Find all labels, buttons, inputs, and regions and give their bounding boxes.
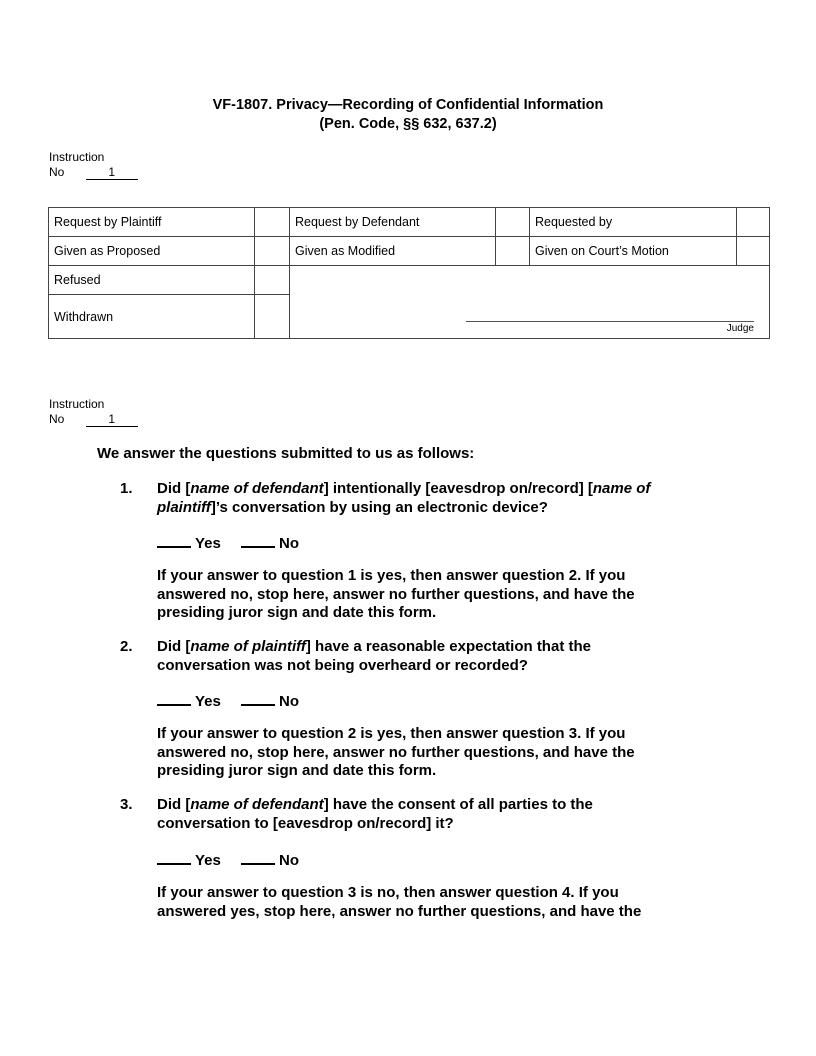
withdrawn-label: Withdrawn bbox=[49, 295, 255, 339]
q1-placeholder-plaintiff: name of plaintiff bbox=[157, 480, 651, 516]
question-1-number: 1. bbox=[120, 480, 133, 497]
refused-label: Refused bbox=[49, 266, 255, 295]
given-on-courts-motion-checkbox[interactable] bbox=[737, 237, 770, 266]
judge-signature-line bbox=[466, 321, 754, 322]
instruction-no-label: No bbox=[49, 165, 65, 179]
yes-label: Yes bbox=[195, 693, 221, 710]
request-table bbox=[48, 207, 770, 339]
q3-instruction-line: answered yes, stop here, answer no further questions, and have the bbox=[157, 902, 642, 920]
question-1-instruction bbox=[157, 567, 717, 623]
instruction-label-2: Instruction bbox=[49, 397, 105, 411]
yes-label: Yes bbox=[195, 852, 221, 869]
question-2-instruction bbox=[157, 725, 717, 781]
given-as-modified-label: Given as Modified bbox=[290, 237, 496, 266]
request-by-plaintiff-checkbox[interactable] bbox=[255, 208, 290, 237]
instruction-number-2: 1 bbox=[86, 413, 138, 427]
q3-yes-blank[interactable] bbox=[157, 850, 191, 865]
form-title: VF-1807. Privacy—Recording of Confidential Information bbox=[212, 97, 604, 113]
q3-text-part: Did [ bbox=[157, 796, 191, 813]
question-3-number: 3. bbox=[120, 796, 133, 813]
question-2-answer-row bbox=[157, 691, 299, 712]
q3-instruction-line: If your answer to question 3 is no, then answer question 4. If you bbox=[157, 884, 619, 901]
question-3-text bbox=[157, 796, 637, 833]
q1-text-part: Did [ bbox=[157, 480, 191, 497]
q1-yes-blank[interactable] bbox=[157, 533, 191, 548]
q1-text-part: ]’s conversation by using an electronic device? bbox=[210, 498, 548, 516]
request-by-defendant-label: Request by Defendant bbox=[290, 208, 496, 237]
instruction-number: 1 bbox=[86, 166, 138, 180]
q1-instruction-line: presiding juror sign and date this form. bbox=[157, 604, 437, 621]
requested-by-checkbox[interactable] bbox=[737, 208, 770, 237]
question-2-number: 2. bbox=[120, 638, 133, 655]
question-1-text bbox=[157, 480, 717, 517]
q1-placeholder-defendant: name of defendant bbox=[190, 480, 324, 497]
no-label: No bbox=[279, 852, 300, 869]
given-as-proposed-checkbox[interactable] bbox=[255, 237, 290, 266]
q1-instruction-line: If your answer to question 1 is yes, then answer question 2. If you bbox=[157, 567, 626, 584]
q3-no-blank[interactable] bbox=[241, 850, 275, 865]
request-by-defendant-checkbox[interactable] bbox=[496, 208, 530, 237]
request-by-plaintiff-label: Request by Plaintiff bbox=[49, 208, 255, 237]
judge-label: Judge bbox=[726, 323, 754, 334]
question-3-instruction bbox=[157, 884, 717, 921]
q1-text-part: ] intentionally [eavesdrop on/record] [ bbox=[323, 480, 593, 497]
verdict-intro: We answer the questions submitted to us as follows: bbox=[97, 445, 475, 462]
q2-instruction-line: If your answer to question 2 is yes, then answer question 3. If you bbox=[157, 725, 626, 742]
q2-instruction-line: answered no, stop here, answer no further questions, and have the bbox=[157, 743, 635, 761]
instruction-no-label-2: No bbox=[49, 412, 65, 426]
instruction-label: Instruction bbox=[49, 150, 105, 164]
q3-placeholder-defendant: name of defendant bbox=[190, 796, 324, 813]
form-citation: (Pen. Code, §§ 632, 637.2) bbox=[319, 116, 497, 132]
judge-signature-area[interactable] bbox=[290, 266, 770, 339]
q2-text-part: Did [ bbox=[157, 638, 191, 655]
q1-no-blank[interactable] bbox=[241, 533, 275, 548]
question-2-text bbox=[157, 638, 627, 675]
given-as-modified-checkbox[interactable] bbox=[496, 237, 530, 266]
given-as-proposed-label: Given as Proposed bbox=[49, 237, 255, 266]
question-3-answer-row bbox=[157, 850, 299, 871]
no-label: No bbox=[279, 693, 300, 710]
no-label: No bbox=[279, 535, 300, 552]
question-1-answer-row bbox=[157, 533, 299, 554]
refused-checkbox[interactable] bbox=[255, 266, 290, 295]
q2-yes-blank[interactable] bbox=[157, 691, 191, 706]
q2-placeholder-plaintiff: name of plaintiff bbox=[190, 638, 306, 655]
q3-text-part: ] have the consent of all parties to the conversation to [eavesdrop on/record] it? bbox=[157, 796, 593, 832]
q1-instruction-line: answered no, stop here, answer no further questions, and have the bbox=[157, 585, 635, 603]
withdrawn-checkbox[interactable] bbox=[255, 295, 290, 339]
yes-label: Yes bbox=[195, 535, 221, 552]
q2-instruction-line: presiding juror sign and date this form. bbox=[157, 762, 437, 779]
given-on-courts-motion-label: Given on Court’s Motion bbox=[530, 237, 737, 266]
instruction-no-row-2 bbox=[49, 412, 138, 427]
requested-by-label: Requested by bbox=[530, 208, 737, 237]
q2-text-part: ] have a reasonable expectation that the conversation was not being overheard or recorded? bbox=[157, 638, 591, 674]
instruction-no-row bbox=[49, 165, 138, 180]
q2-no-blank[interactable] bbox=[241, 691, 275, 706]
